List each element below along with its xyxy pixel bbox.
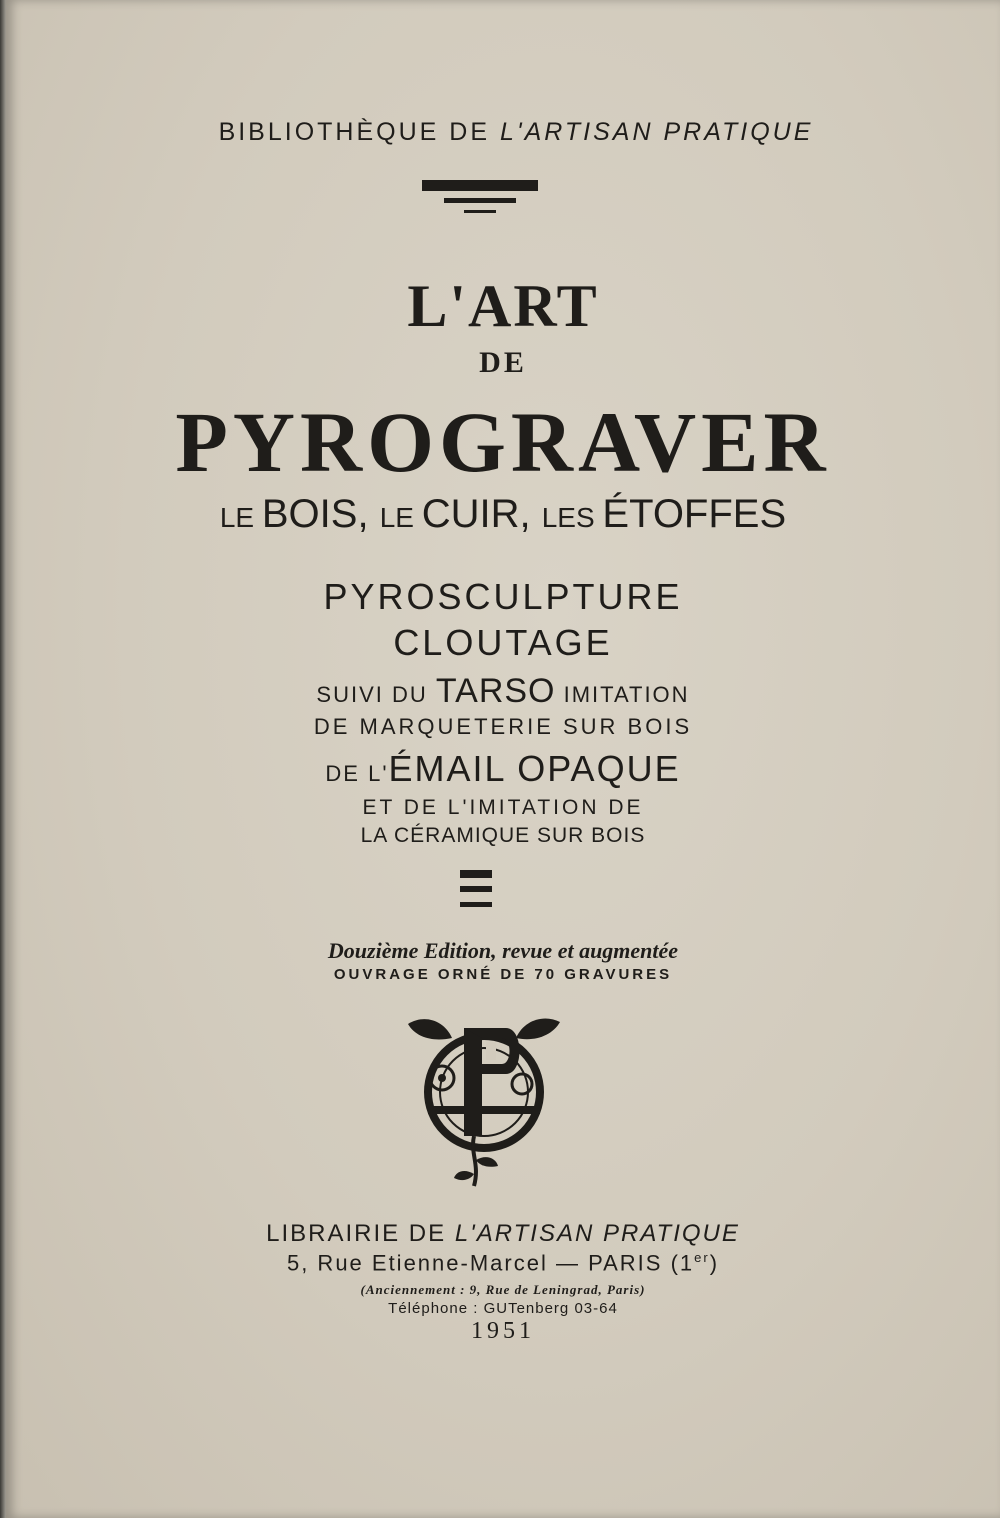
former-address: (Anciennement : 9, Rue de Leningrad, Paris): [360, 1282, 646, 1297]
series-title: [66, 118, 966, 147]
series-name: L'ARTISAN PRATIQUE: [499, 118, 814, 146]
subtitle: [6, 492, 1000, 537]
ornament-small-rule-3: [460, 902, 492, 907]
title-line-1: L'ART: [407, 273, 599, 339]
telephone: Téléphone : GUTenberg 03-64: [388, 1300, 618, 1317]
ornament-rule-middle: [444, 198, 516, 203]
publisher-series: L'ARTISAN PRATIQUE: [454, 1220, 740, 1247]
topic-email: [6, 748, 1000, 790]
subtitle-cuir: CUIR,: [421, 492, 542, 536]
topic-ceramique: LA CÉRAMIQUE SUR BOIS: [360, 824, 646, 847]
topic-imitation: ET DE L'IMITATION DE: [362, 796, 644, 819]
edition-line: Douzième Edition, revue et augmentée: [327, 938, 679, 963]
publisher-address: [6, 1250, 1000, 1276]
tarso-imitation: IMITATION: [555, 682, 690, 707]
subtitle-bois: BOIS,: [261, 492, 380, 536]
title-line-2: DE: [479, 346, 527, 379]
topic-tarso: [6, 672, 1000, 711]
subtitle-le-1: LE: [219, 502, 262, 533]
tarso-suivi: SUIVI DU: [316, 682, 436, 707]
address-sup: er: [694, 1250, 710, 1265]
tarso-word: TARSO: [435, 672, 556, 710]
topic-pyrosculpture: PYROSCULPTURE: [323, 576, 683, 617]
ornament-rule-bottom: [464, 210, 496, 213]
address-end: ): [709, 1250, 720, 1276]
topic-marqueterie: DE MARQUETERIE SUR BOIS: [313, 714, 693, 739]
monogram-emblem-icon: [404, 1014, 564, 1190]
title-line-3: PYROGRAVER: [175, 394, 831, 490]
publisher-prefix: LIBRAIRIE DE: [266, 1220, 455, 1247]
ornament-small-rule-1: [460, 870, 492, 878]
email-de-l: DE L': [325, 761, 389, 786]
book-cover: [6, 0, 1000, 1518]
email-word: ÉMAIL OPAQUE: [388, 748, 681, 789]
subtitle-etoffes: ÉTOFFES: [602, 492, 787, 536]
publisher-name: [6, 1220, 1000, 1248]
subtitle-les: LES: [541, 502, 603, 533]
series-prefix: BIBLIOTHÈQUE DE: [218, 118, 500, 146]
gravures-line: OUVRAGE ORNÉ DE 70 GRAVURES: [333, 966, 673, 983]
emblem-letter: P: [404, 1014, 405, 1015]
ornament-small-rule-2: [460, 886, 492, 892]
topic-cloutage: CLOUTAGE: [393, 622, 613, 663]
subtitle-le-2: LE: [379, 502, 422, 533]
ornament-rule-top: [422, 180, 538, 191]
publication-year: 1951: [471, 1318, 535, 1344]
address-text: 5, Rue Etienne-Marcel — PARIS (1: [286, 1250, 695, 1276]
